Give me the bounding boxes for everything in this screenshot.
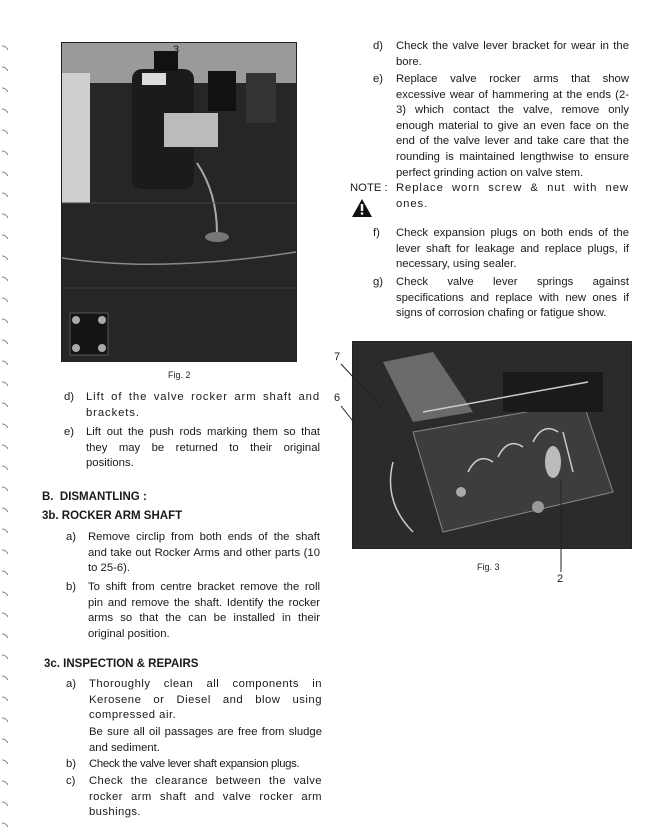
item-text: Check valve lever springs against specifications and replace with new ones if signs of corrosion chafing or fatigue show. — [396, 276, 629, 320]
item-text: Check the valve lever shaft expansion plugs. — [89, 758, 300, 770]
item-label: a) — [66, 678, 77, 690]
item-text: Check the clearance between the valve rocker arm shaft and valve rocker arm bushings. — [89, 775, 322, 819]
item-label: e) — [64, 426, 75, 438]
fig3-callout-2: 2 — [557, 573, 564, 585]
item-label: f) — [373, 227, 380, 239]
figure-2-photo — [61, 42, 297, 362]
item-text: Lift out the push rods marking them so that they may be returned to their original positions. — [86, 426, 320, 470]
note-label: NOTE : — [350, 182, 388, 194]
fig3-callout-7: 7 — [334, 351, 341, 363]
item-text: Thoroughly clean all components in Kerosene or Diesel and blow using compressed air. — [89, 678, 322, 722]
note-text: Replace worn screw & nut with new ones. — [396, 182, 629, 210]
binding-margin-marks — [0, 40, 14, 840]
section-b-heading: B. DISMANTLING : — [42, 491, 147, 503]
fig3-leader-lines — [330, 340, 580, 580]
item-label: b) — [66, 581, 77, 593]
item-label: d) — [373, 40, 384, 52]
fig2-callout-3: 3 — [173, 44, 180, 56]
item-text: Be sure all oil passages are free from sludge and sediment. — [89, 726, 322, 754]
item-text: Remove circlip from both ends of the shaft and take out Rocker Arms and other parts (10 to 25-6). — [88, 531, 320, 575]
item-text: Lift of the valve rocker arm shaft and brackets. — [86, 391, 320, 419]
item-text: Check expansion plugs on both ends of the lever shaft for leakage and replace plugs, if necessary, using sealer. — [396, 227, 629, 271]
item-label: a) — [66, 531, 77, 543]
item-label: g) — [373, 276, 384, 288]
fig3-caption: Fig. 3 — [477, 562, 500, 572]
item-label: d) — [64, 391, 75, 403]
fig3-callout-6: 6 — [334, 392, 341, 404]
item-text: Replace valve rocker arms that show excessive wear of hammering at the ends (2-3) which contact the valve, remove only enough material to give an even face on the end of the valve lever and take care that the rounding is maintained lengthwise to ensure perfect grinding action on valve stem. — [396, 73, 629, 179]
item-text: To shift from centre bracket remove the roll pin and remove the shaft. Identify the rocker arms so that the can be installed in their original position. — [88, 581, 320, 640]
section-3b-heading: 3b. ROCKER ARM SHAFT — [42, 510, 183, 522]
item-label: c) — [66, 775, 76, 787]
fig2-caption: Fig. 2 — [168, 370, 191, 380]
item-text: Check the valve lever bracket for wear in the bore. — [396, 40, 629, 68]
item-label: e) — [373, 73, 384, 85]
warning-triangle-icon — [351, 198, 373, 218]
item-label: b) — [66, 758, 77, 770]
section-3c-heading: 3c. INSPECTION & REPAIRS — [44, 658, 199, 670]
